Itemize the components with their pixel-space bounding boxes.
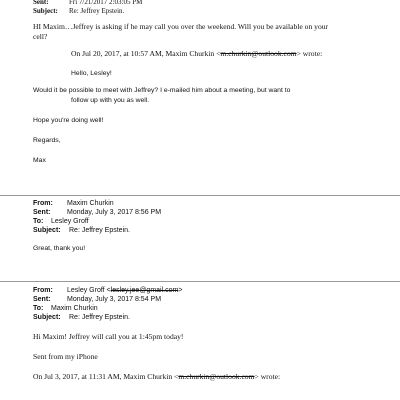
email-divider-2 — [0, 281, 400, 282]
email2-body: Great, thank you! — [33, 245, 86, 252]
email2-sent-value: Monday, July 3, 2017 8:56 PM — [67, 209, 162, 216]
email1-para2: Hope you're doing well! — [33, 117, 104, 124]
email1-subject-label: Subject: — [33, 7, 58, 15]
email1-para1-line2: follow up with you as well. — [71, 97, 150, 104]
email1-body-line1: HI Maxim…Jeffrey is asking if he may call you over the weekend. Will you be available on your — [33, 22, 329, 31]
email3-sent-value: Monday, July 3, 2017 8:54 PM — [67, 296, 162, 303]
email3-to-label: To: — [33, 305, 44, 312]
email3-from-row — [33, 286, 182, 295]
email1-signature: Max — [33, 157, 46, 164]
email1-sent-label: Sent: — [33, 0, 49, 6]
email3-from-value: Lesley Groff < — [67, 287, 111, 294]
email2-to-row — [33, 217, 89, 226]
email1-closing: Regards, — [33, 137, 61, 144]
email1-sent-row — [33, 0, 142, 7]
email1-para1-line1: Would it be possible to meet with Jeffrey? I e-mailed him about a meeting, but want to — [33, 87, 291, 94]
email3-to-value: Maxim Churkin — [51, 305, 98, 312]
email1-greeting: Hello, Lesley! — [71, 70, 112, 77]
email3-subject-row — [33, 313, 130, 322]
email1-quote-suffix: > wrote: — [296, 49, 323, 58]
email2-from-row — [33, 199, 114, 208]
email1-subject-row — [33, 7, 124, 16]
email2-sent-label: Sent: — [33, 209, 51, 216]
email2-subject-label: Subject: — [33, 227, 61, 234]
email2-from-label: From: — [33, 200, 53, 207]
email2-subject-row — [33, 226, 130, 235]
email2-from-value: Maxim Churkin — [67, 200, 114, 207]
email2-to-value: Lesley Groff — [51, 218, 89, 225]
email1-sent-value: Fri 7/21/2017 2:03:05 PM — [69, 0, 143, 6]
email3-from-label: From: — [33, 287, 53, 294]
email2-to-label: To: — [33, 218, 44, 225]
email3-sent-from: Sent from my iPhone — [33, 352, 98, 361]
email3-quote-header — [33, 372, 280, 382]
email3-sent-row — [33, 295, 161, 304]
email3-quote-email: m.churkin@outlook.com — [178, 372, 255, 381]
email-divider-1 — [0, 195, 400, 196]
email3-body: Hi Maxim! Jeffrey will call you at 1:45pm today! — [33, 332, 184, 341]
email3-from-suffix: > — [178, 287, 183, 294]
email2-sent-row — [33, 208, 161, 217]
email1-quote-header — [71, 49, 322, 59]
email3-subject-value: Re: Jeffrey Epstein. — [69, 314, 130, 321]
email3-quote-prefix: On Jul 3, 2017, at 11:31 AM, Maxim Churkin < — [33, 372, 179, 381]
email1-subject-value: Re: Jeffrey Epstein. — [69, 7, 125, 15]
email3-subject-label: Subject: — [33, 314, 61, 321]
email3-quote-suffix: > wrote: — [254, 372, 281, 381]
email1-quote-prefix: On Jul 20, 2017, at 10:57 AM, Maxim Churkin < — [71, 49, 221, 58]
email3-to-row — [33, 304, 98, 313]
email3-sent-label: Sent: — [33, 296, 51, 303]
email2-subject-value: Re: Jeffrey Epstein. — [69, 227, 130, 234]
email1-body-line2: cell? — [33, 32, 48, 41]
email1-quote-email: m.churkin@outlook.com — [220, 49, 297, 58]
email3-from-email: lesley.jee@gmail.com — [110, 287, 179, 294]
